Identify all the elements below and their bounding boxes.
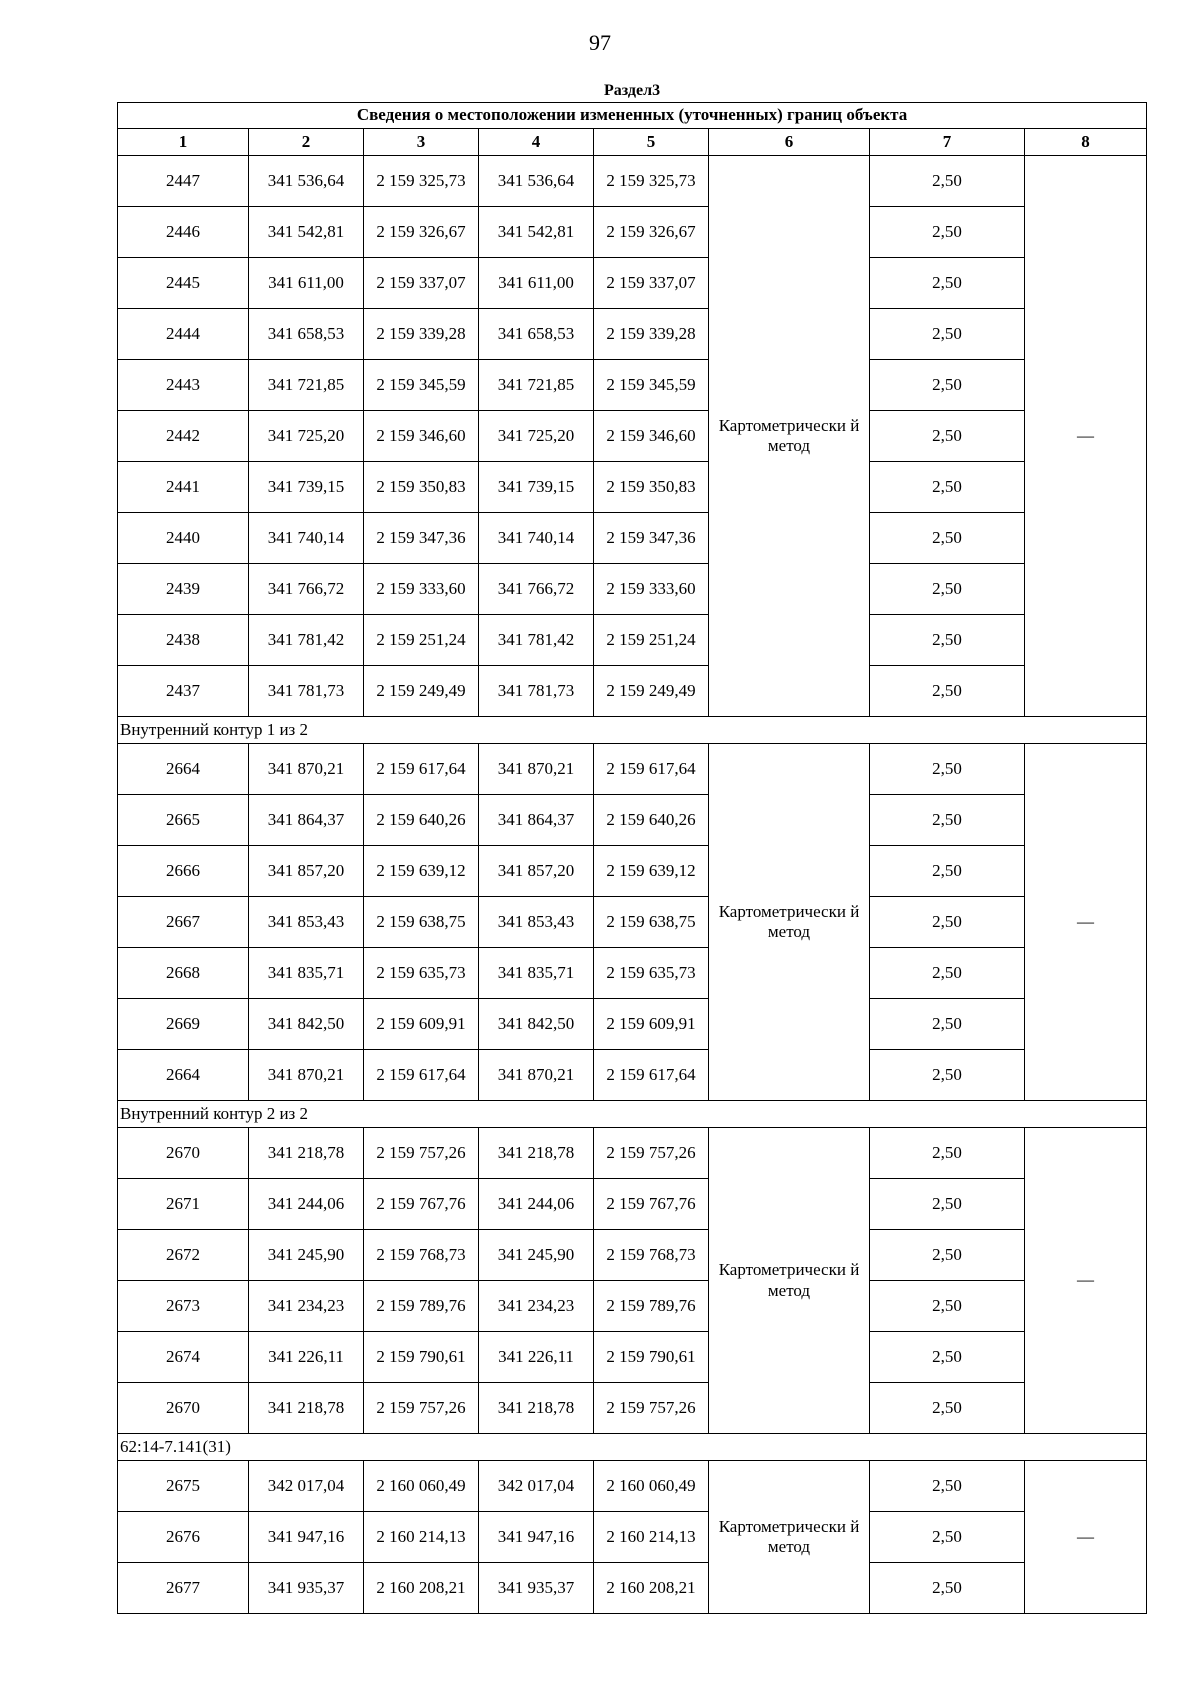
point-number-cell: 2444	[118, 309, 249, 360]
table-row	[118, 744, 1147, 795]
accuracy-cell: 2,50	[870, 258, 1025, 309]
y-old-cell: 2 159 350,83	[364, 462, 479, 513]
point-number-cell: 2443	[118, 360, 249, 411]
column-header: 8	[1025, 129, 1147, 156]
column-8-cell: —	[1025, 156, 1147, 717]
y-old-cell: 2 159 767,76	[364, 1179, 479, 1230]
accuracy-cell: 2,50	[870, 1461, 1025, 1512]
method-cell: Картометрически й метод	[709, 744, 870, 1101]
point-number-cell: 2671	[118, 1179, 249, 1230]
point-number-cell: 2446	[118, 207, 249, 258]
accuracy-cell: 2,50	[870, 666, 1025, 717]
accuracy-cell: 2,50	[870, 1179, 1025, 1230]
x-new-cell: 341 740,14	[479, 513, 594, 564]
x-old-cell: 341 835,71	[249, 948, 364, 999]
x-old-cell: 341 244,06	[249, 1179, 364, 1230]
accuracy-cell: 2,50	[870, 948, 1025, 999]
y-new-cell: 2 159 337,07	[594, 258, 709, 309]
accuracy-cell: 2,50	[870, 156, 1025, 207]
y-old-cell: 2 159 640,26	[364, 795, 479, 846]
y-old-cell: 2 159 326,67	[364, 207, 479, 258]
y-new-cell: 2 159 767,76	[594, 1179, 709, 1230]
accuracy-cell: 2,50	[870, 1050, 1025, 1101]
y-old-cell: 2 159 639,12	[364, 846, 479, 897]
x-new-cell: 341 658,53	[479, 309, 594, 360]
table-row	[118, 360, 1147, 411]
contour-label: 62:14-7.141(31)	[118, 1434, 1147, 1461]
table-row	[118, 462, 1147, 513]
table-row	[118, 999, 1147, 1050]
x-new-cell: 341 245,90	[479, 1230, 594, 1281]
y-old-cell: 2 159 638,75	[364, 897, 479, 948]
column-header: 4	[479, 129, 594, 156]
x-old-cell: 341 658,53	[249, 309, 364, 360]
x-new-cell: 341 870,21	[479, 1050, 594, 1101]
table-row	[118, 207, 1147, 258]
x-new-cell: 341 842,50	[479, 999, 594, 1050]
point-number-cell: 2664	[118, 1050, 249, 1101]
column-8-cell: —	[1025, 1461, 1147, 1614]
table-row	[118, 156, 1147, 207]
table-row	[118, 1383, 1147, 1434]
x-new-cell: 341 781,42	[479, 615, 594, 666]
point-number-cell: 2669	[118, 999, 249, 1050]
table-row	[118, 1332, 1147, 1383]
point-number-cell: 2445	[118, 258, 249, 309]
contour-label-row	[118, 1434, 1147, 1461]
table-row	[118, 615, 1147, 666]
point-number-cell: 2673	[118, 1281, 249, 1332]
accuracy-cell: 2,50	[870, 1281, 1025, 1332]
x-new-cell: 341 870,21	[479, 744, 594, 795]
accuracy-cell: 2,50	[870, 564, 1025, 615]
method-cell: Картометрически й метод	[709, 1461, 870, 1614]
y-new-cell: 2 159 639,12	[594, 846, 709, 897]
contour-label-row	[118, 717, 1147, 744]
y-old-cell: 2 159 609,91	[364, 999, 479, 1050]
table-row	[118, 948, 1147, 999]
y-new-cell: 2 160 208,21	[594, 1563, 709, 1614]
table-row	[118, 513, 1147, 564]
y-new-cell: 2 159 326,67	[594, 207, 709, 258]
accuracy-cell: 2,50	[870, 897, 1025, 948]
column-8-cell: —	[1025, 744, 1147, 1101]
x-old-cell: 341 781,42	[249, 615, 364, 666]
x-new-cell: 341 857,20	[479, 846, 594, 897]
y-old-cell: 2 159 617,64	[364, 744, 479, 795]
column-header: 1	[118, 129, 249, 156]
x-new-cell: 341 234,23	[479, 1281, 594, 1332]
accuracy-cell: 2,50	[870, 615, 1025, 666]
table-row	[118, 846, 1147, 897]
accuracy-cell: 2,50	[870, 999, 1025, 1050]
y-new-cell: 2 159 757,26	[594, 1383, 709, 1434]
accuracy-cell: 2,50	[870, 513, 1025, 564]
x-old-cell: 341 739,15	[249, 462, 364, 513]
point-number-cell: 2440	[118, 513, 249, 564]
x-new-cell: 341 218,78	[479, 1383, 594, 1434]
table-row	[118, 795, 1147, 846]
x-old-cell: 341 864,37	[249, 795, 364, 846]
accuracy-cell: 2,50	[870, 846, 1025, 897]
x-old-cell: 341 842,50	[249, 999, 364, 1050]
page-number: 97	[589, 30, 611, 55]
table-row	[118, 1128, 1147, 1179]
point-number-cell: 2437	[118, 666, 249, 717]
x-new-cell: 341 244,06	[479, 1179, 594, 1230]
y-old-cell: 2 159 789,76	[364, 1281, 479, 1332]
x-old-cell: 341 766,72	[249, 564, 364, 615]
y-old-cell: 2 160 214,13	[364, 1512, 479, 1563]
table-row	[118, 1512, 1147, 1563]
method-cell: Картометрически й метод	[709, 1128, 870, 1434]
y-new-cell: 2 159 757,26	[594, 1128, 709, 1179]
y-old-cell: 2 159 617,64	[364, 1050, 479, 1101]
point-number-cell: 2674	[118, 1332, 249, 1383]
y-new-cell: 2 159 640,26	[594, 795, 709, 846]
x-new-cell: 341 835,71	[479, 948, 594, 999]
x-new-cell: 341 611,00	[479, 258, 594, 309]
y-new-cell: 2 159 345,59	[594, 360, 709, 411]
accuracy-cell: 2,50	[870, 360, 1025, 411]
y-old-cell: 2 159 333,60	[364, 564, 479, 615]
point-number-cell: 2677	[118, 1563, 249, 1614]
y-new-cell: 2 159 249,49	[594, 666, 709, 717]
table-row	[118, 411, 1147, 462]
table-row	[118, 258, 1147, 309]
x-new-cell: 341 935,37	[479, 1563, 594, 1614]
table-row	[118, 1281, 1147, 1332]
x-old-cell: 341 725,20	[249, 411, 364, 462]
table-row	[118, 1461, 1147, 1512]
x-old-cell: 341 853,43	[249, 897, 364, 948]
y-new-cell: 2 159 346,60	[594, 411, 709, 462]
accuracy-cell: 2,50	[870, 1383, 1025, 1434]
x-old-cell: 341 870,21	[249, 744, 364, 795]
y-old-cell: 2 159 757,26	[364, 1128, 479, 1179]
x-new-cell: 341 864,37	[479, 795, 594, 846]
y-new-cell: 2 159 325,73	[594, 156, 709, 207]
accuracy-cell: 2,50	[870, 207, 1025, 258]
y-new-cell: 2 159 638,75	[594, 897, 709, 948]
accuracy-cell: 2,50	[870, 1230, 1025, 1281]
x-new-cell: 341 542,81	[479, 207, 594, 258]
table-row	[118, 1230, 1147, 1281]
x-new-cell: 341 947,16	[479, 1512, 594, 1563]
y-old-cell: 2 159 635,73	[364, 948, 479, 999]
section-title: Раздел3	[118, 80, 1147, 103]
point-number-cell: 2672	[118, 1230, 249, 1281]
column-8-cell: —	[1025, 1128, 1147, 1434]
y-new-cell: 2 159 251,24	[594, 615, 709, 666]
accuracy-cell: 2,50	[870, 1128, 1025, 1179]
y-old-cell: 2 159 337,07	[364, 258, 479, 309]
x-old-cell: 341 870,21	[249, 1050, 364, 1101]
x-old-cell: 342 017,04	[249, 1461, 364, 1512]
point-number-cell: 2438	[118, 615, 249, 666]
y-new-cell: 2 159 333,60	[594, 564, 709, 615]
table-title: Сведения о местоположении измененных (уточненных) границ объекта	[118, 103, 1147, 129]
column-header: 7	[870, 129, 1025, 156]
accuracy-cell: 2,50	[870, 1332, 1025, 1383]
x-old-cell: 341 218,78	[249, 1383, 364, 1434]
accuracy-cell: 2,50	[870, 744, 1025, 795]
table-row	[118, 1050, 1147, 1101]
contour-label-row	[118, 1101, 1147, 1128]
point-number-cell: 2670	[118, 1383, 249, 1434]
y-new-cell: 2 160 060,49	[594, 1461, 709, 1512]
x-new-cell: 341 853,43	[479, 897, 594, 948]
y-old-cell: 2 159 339,28	[364, 309, 479, 360]
table-row	[118, 897, 1147, 948]
x-old-cell: 341 781,73	[249, 666, 364, 717]
column-header: 5	[594, 129, 709, 156]
table-row	[118, 1179, 1147, 1230]
point-number-cell: 2441	[118, 462, 249, 513]
point-number-cell: 2675	[118, 1461, 249, 1512]
y-old-cell: 2 159 345,59	[364, 360, 479, 411]
point-number-cell: 2667	[118, 897, 249, 948]
y-old-cell: 2 159 325,73	[364, 156, 479, 207]
y-old-cell: 2 159 768,73	[364, 1230, 479, 1281]
x-old-cell: 341 542,81	[249, 207, 364, 258]
y-old-cell: 2 160 060,49	[364, 1461, 479, 1512]
x-old-cell: 341 721,85	[249, 360, 364, 411]
column-header: 2	[249, 129, 364, 156]
point-number-cell: 2676	[118, 1512, 249, 1563]
point-number-cell: 2666	[118, 846, 249, 897]
y-new-cell: 2 159 617,64	[594, 1050, 709, 1101]
x-old-cell: 341 226,11	[249, 1332, 364, 1383]
x-new-cell: 342 017,04	[479, 1461, 594, 1512]
y-new-cell: 2 159 790,61	[594, 1332, 709, 1383]
x-new-cell: 341 725,20	[479, 411, 594, 462]
table-row	[118, 1563, 1147, 1614]
y-old-cell: 2 159 249,49	[364, 666, 479, 717]
x-new-cell: 341 218,78	[479, 1128, 594, 1179]
x-new-cell: 341 226,11	[479, 1332, 594, 1383]
x-new-cell: 341 721,85	[479, 360, 594, 411]
x-new-cell: 341 536,64	[479, 156, 594, 207]
y-old-cell: 2 160 208,21	[364, 1563, 479, 1614]
column-header-row	[118, 129, 1147, 156]
y-old-cell: 2 159 347,36	[364, 513, 479, 564]
y-new-cell: 2 159 617,64	[594, 744, 709, 795]
x-old-cell: 341 245,90	[249, 1230, 364, 1281]
point-number-cell: 2665	[118, 795, 249, 846]
x-new-cell: 341 739,15	[479, 462, 594, 513]
accuracy-cell: 2,50	[870, 795, 1025, 846]
accuracy-cell: 2,50	[870, 411, 1025, 462]
y-new-cell: 2 159 350,83	[594, 462, 709, 513]
point-number-cell: 2670	[118, 1128, 249, 1179]
x-old-cell: 341 536,64	[249, 156, 364, 207]
point-number-cell: 2668	[118, 948, 249, 999]
x-old-cell: 341 218,78	[249, 1128, 364, 1179]
y-old-cell: 2 159 757,26	[364, 1383, 479, 1434]
accuracy-cell: 2,50	[870, 309, 1025, 360]
y-new-cell: 2 159 347,36	[594, 513, 709, 564]
boundary-coordinates-table	[117, 80, 1147, 1614]
y-new-cell: 2 159 768,73	[594, 1230, 709, 1281]
contour-label: Внутренний контур 1 из 2	[118, 717, 1147, 744]
point-number-cell: 2447	[118, 156, 249, 207]
point-number-cell: 2664	[118, 744, 249, 795]
accuracy-cell: 2,50	[870, 462, 1025, 513]
x-new-cell: 341 781,73	[479, 666, 594, 717]
y-new-cell: 2 159 635,73	[594, 948, 709, 999]
y-new-cell: 2 159 339,28	[594, 309, 709, 360]
x-old-cell: 341 935,37	[249, 1563, 364, 1614]
x-new-cell: 341 766,72	[479, 564, 594, 615]
point-number-cell: 2442	[118, 411, 249, 462]
x-old-cell: 341 740,14	[249, 513, 364, 564]
accuracy-cell: 2,50	[870, 1563, 1025, 1614]
method-cell: Картометрически й метод	[709, 156, 870, 717]
y-old-cell: 2 159 790,61	[364, 1332, 479, 1383]
column-header: 6	[709, 129, 870, 156]
y-new-cell: 2 159 789,76	[594, 1281, 709, 1332]
x-old-cell: 341 234,23	[249, 1281, 364, 1332]
y-old-cell: 2 159 251,24	[364, 615, 479, 666]
table-row	[118, 564, 1147, 615]
x-old-cell: 341 947,16	[249, 1512, 364, 1563]
x-old-cell: 341 611,00	[249, 258, 364, 309]
y-new-cell: 2 160 214,13	[594, 1512, 709, 1563]
point-number-cell: 2439	[118, 564, 249, 615]
column-header: 3	[364, 129, 479, 156]
contour-label: Внутренний контур 2 из 2	[118, 1101, 1147, 1128]
table-row	[118, 309, 1147, 360]
x-old-cell: 341 857,20	[249, 846, 364, 897]
y-old-cell: 2 159 346,60	[364, 411, 479, 462]
table-row	[118, 666, 1147, 717]
y-new-cell: 2 159 609,91	[594, 999, 709, 1050]
accuracy-cell: 2,50	[870, 1512, 1025, 1563]
